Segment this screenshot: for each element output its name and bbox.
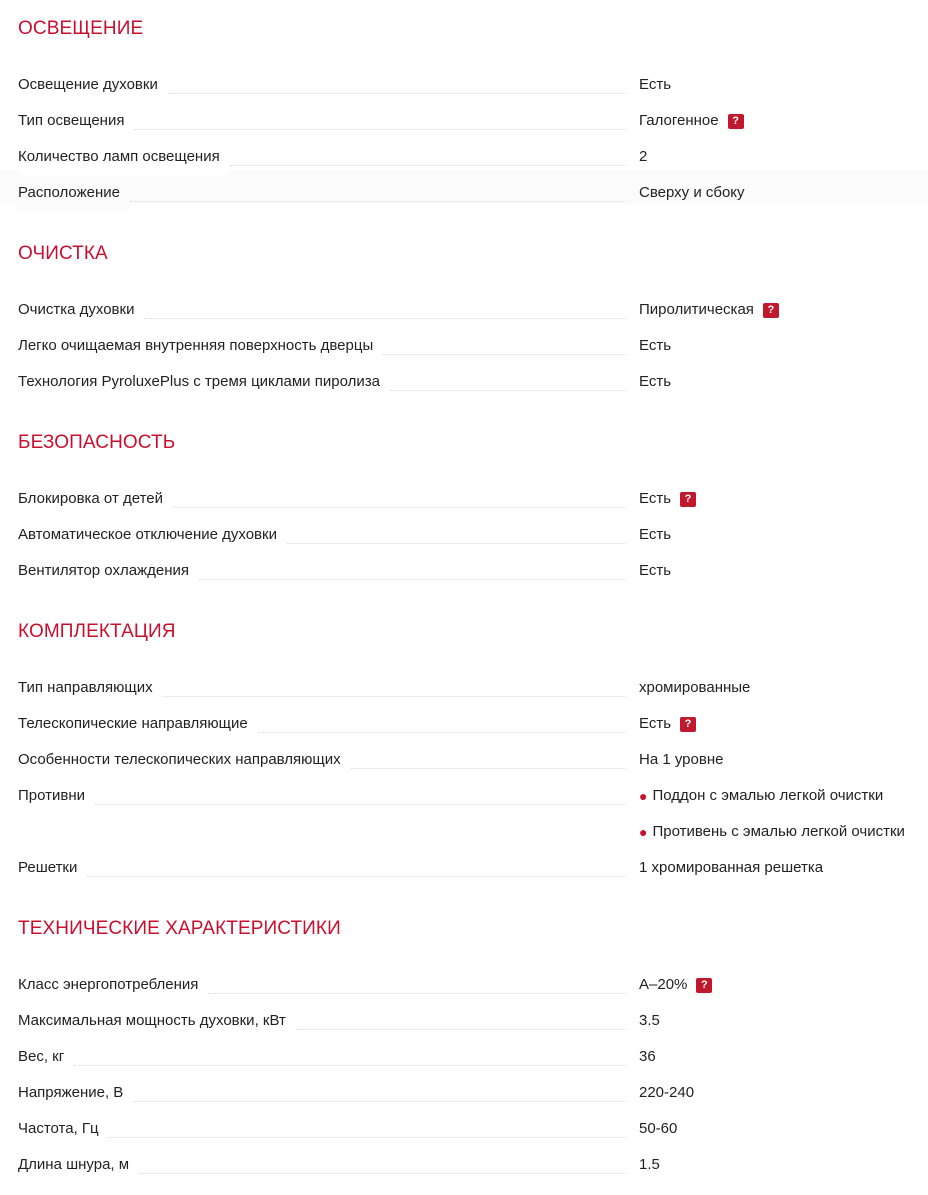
spec-row (18, 967, 928, 1003)
dotted-leader (87, 876, 626, 877)
section-title: ОЧИСТКА (18, 243, 108, 264)
spec-value: A–20% (639, 976, 688, 993)
spec-value: Есть (639, 526, 672, 543)
section-safety (18, 432, 928, 589)
spec-label: Легко очищаемая внутренняя поверхность дверцы (18, 328, 383, 364)
section-title: БЕЗОПАСНОСТЬ (18, 432, 176, 453)
spec-value: 3.5 (639, 1012, 660, 1029)
help-icon[interactable]: ? (680, 492, 696, 507)
spec-label: Особенности телескопических направляющих (18, 742, 351, 778)
spec-value: 220-240 (639, 1084, 695, 1101)
spec-label: Очистка духовки (18, 292, 144, 328)
dotted-leader (258, 732, 626, 733)
dotted-leader (351, 768, 626, 769)
spec-row-continuation (18, 814, 928, 850)
spec-row (18, 742, 928, 778)
spec-value: хромированные (639, 679, 751, 696)
dotted-leader (168, 93, 626, 94)
dotted-leader (134, 129, 626, 130)
help-icon[interactable]: ? (680, 717, 696, 732)
spec-value: 1.5 (639, 1156, 660, 1173)
dotted-leader (230, 165, 626, 166)
spec-row (18, 670, 928, 706)
spec-label: Тип освещения (18, 103, 134, 139)
section-title: ТЕХНИЧЕСКИЕ ХАРАКТЕРИСТИКИ (18, 918, 341, 939)
spec-value: 50-60 (639, 1120, 678, 1137)
spec-value: 1 хромированная решетка (639, 859, 824, 876)
spec-row (18, 553, 928, 589)
spec-label: Блокировка от детей (18, 481, 173, 517)
spec-row (18, 706, 928, 742)
spec-row (18, 364, 928, 400)
dotted-leader (173, 507, 626, 508)
spec-label: Технология PyroluxePlus с тремя циклами пиролиза (18, 364, 390, 400)
spec-row (18, 1039, 928, 1075)
spec-label: Напряжение, В (18, 1075, 133, 1111)
spec-label: Длина шнура, м (18, 1147, 139, 1183)
spec-label: Тип направляющих (18, 670, 163, 706)
spec-value: 36 (639, 1048, 656, 1065)
section-lighting (18, 18, 928, 211)
spec-label: Вес, кг (18, 1039, 74, 1075)
dotted-leader (199, 579, 626, 580)
spec-value: 2 (639, 148, 648, 165)
spec-value: На 1 уровне (639, 751, 724, 768)
help-icon[interactable]: ? (696, 978, 712, 993)
spec-label: Расположение (18, 175, 130, 211)
spec-row (18, 850, 928, 886)
dotted-leader (133, 1101, 626, 1102)
spec-row (18, 175, 928, 211)
spec-label: Максимальная мощность духовки, кВт (18, 1003, 296, 1039)
section-technical-specs (18, 918, 928, 1183)
help-icon[interactable]: ? (763, 303, 779, 318)
spec-row (18, 1147, 928, 1183)
dotted-leader (163, 696, 626, 697)
spec-row (18, 292, 928, 328)
spec-row (18, 67, 928, 103)
spec-row (18, 1111, 928, 1147)
spec-row (18, 778, 928, 814)
dotted-leader (390, 390, 626, 391)
spec-value: Есть (639, 490, 672, 507)
spec-label: Частота, Гц (18, 1111, 109, 1147)
dotted-leader (287, 543, 626, 544)
spec-value: Галогенное (639, 112, 719, 129)
dotted-leader (109, 1137, 626, 1138)
spec-value: Есть (639, 562, 672, 579)
spec-row (18, 103, 928, 139)
spec-value: Сверху и сбоку (639, 184, 745, 201)
spec-value: Есть (639, 715, 672, 732)
spec-label: Количество ламп освещения (18, 139, 230, 175)
section-title: КОМПЛЕКТАЦИЯ (18, 621, 176, 642)
dotted-leader (74, 1065, 626, 1066)
spec-value: Есть (639, 337, 672, 354)
spec-value-item: Поддон с эмалью легкой очистки (652, 787, 884, 804)
spec-row (18, 481, 928, 517)
dotted-leader (130, 201, 626, 202)
section-equipment (18, 621, 928, 886)
spec-label: Телескопические направляющие (18, 706, 258, 742)
help-icon[interactable]: ? (728, 114, 744, 129)
spec-value-item: Противень с эмалью легкой очистки (652, 823, 905, 840)
spec-row (18, 328, 928, 364)
spec-label: Противни (18, 778, 95, 814)
spec-label: Класс энергопотребления (18, 967, 208, 1003)
bullet-icon: ● (639, 824, 648, 840)
spec-row (18, 1003, 928, 1039)
dotted-leader (95, 804, 626, 805)
dotted-leader (208, 993, 626, 994)
spec-label: Освещение духовки (18, 67, 168, 103)
spec-row (18, 1075, 928, 1111)
spec-value: Пиролитическая (639, 301, 754, 318)
spec-label: Вентилятор охлаждения (18, 553, 199, 589)
dotted-leader (144, 318, 626, 319)
dotted-leader (296, 1029, 626, 1030)
bullet-icon: ● (639, 788, 648, 804)
spec-value: Есть (639, 76, 672, 93)
spec-row (18, 139, 928, 175)
spec-label: Автоматическое отключение духовки (18, 517, 287, 553)
spec-label: Решетки (18, 850, 87, 886)
dotted-leader (139, 1173, 626, 1174)
section-title: ОСВЕЩЕНИЕ (18, 18, 144, 39)
spec-row (18, 517, 928, 553)
section-cleaning (18, 243, 928, 400)
dotted-leader (383, 354, 626, 355)
spec-value: Есть (639, 373, 672, 390)
